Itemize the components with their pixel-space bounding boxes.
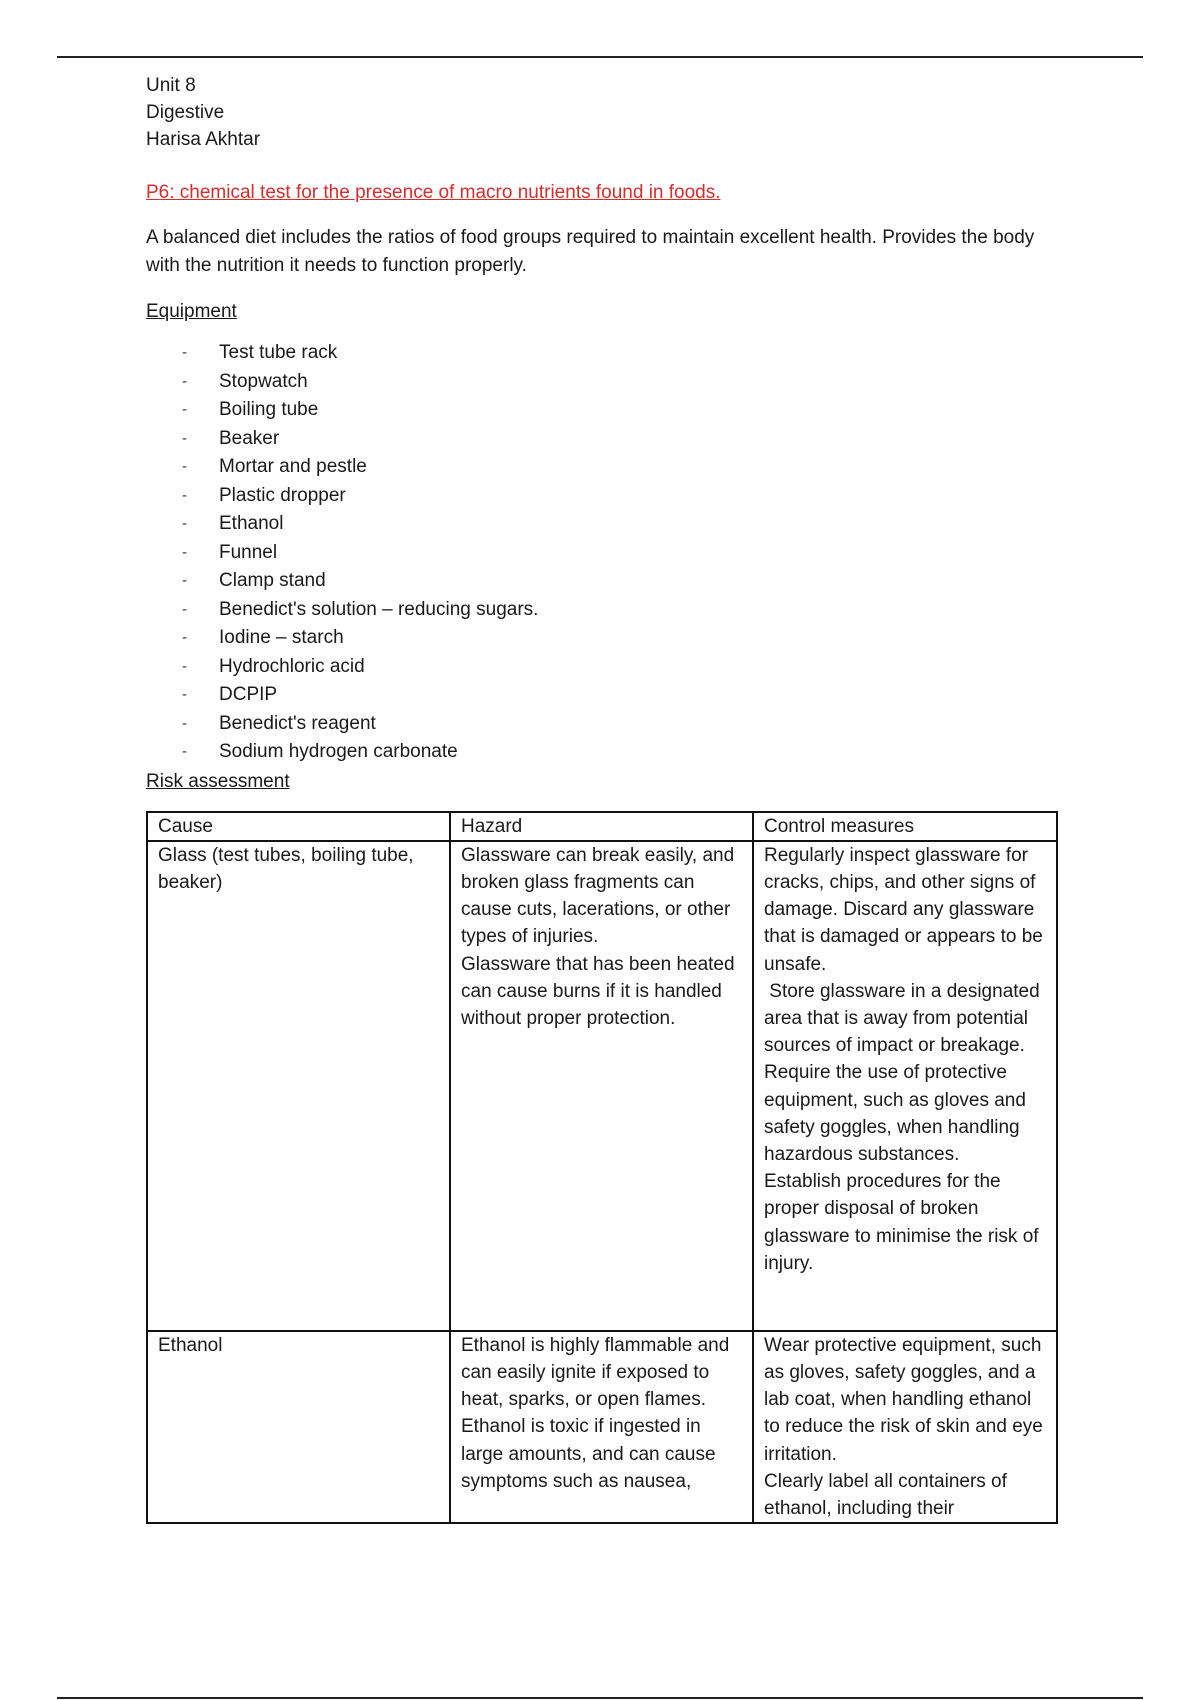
list-item: - Ethanol [146, 510, 1076, 539]
list-item: - Stopwatch [146, 368, 1076, 397]
list-item: - Funnel [146, 539, 1076, 568]
list-item: - Sodium hydrogen carbonate [146, 738, 1076, 767]
control-cell: Regularly inspect glassware for cracks, chips, and other signs of damage. Discard any glassware that is damaged or appears to be unsafe. Store glassware in a designated area that is away from potential sources of impact or breakage. Require the use of protective equipment, such as gloves and safety goggles, when handling hazardous substances. Establish procedures for the proper disposal of broken glassware to minimise the risk of injury. [753, 841, 1057, 1331]
list-item: - Benedict's solution – reducing sugars. [146, 596, 1076, 625]
list-item: - Clamp stand [146, 567, 1076, 596]
bullet-dash: - [182, 372, 187, 390]
column-header-hazard: Hazard [450, 812, 753, 841]
bullet-dash: - [182, 401, 187, 418]
list-item: - Beaker [146, 425, 1076, 454]
table-header-row [147, 812, 1057, 841]
list-item: - Plastic dropper [146, 482, 1076, 511]
topic-label: Digestive [146, 102, 225, 123]
equipment-heading: Equipment [146, 301, 237, 322]
cause-cell: Glass (test tubes, boiling tube, beaker) [147, 841, 450, 1331]
list-item: - Hydrochloric acid [146, 653, 1076, 682]
top-rule [57, 56, 1143, 58]
equipment-list [146, 339, 1076, 767]
bullet-dash: - [182, 600, 187, 618]
bullet-dash: - [182, 344, 187, 361]
list-item: - Benedict's reagent [146, 710, 1076, 739]
intro-paragraph: A balanced diet includes the ratios of food groups required to maintain excellent health. Provides the body with the nutrition it needs to function properly. [146, 227, 1035, 276]
list-item: - Iodine – starch [146, 624, 1076, 653]
risk-assessment-heading: Risk assessment [146, 770, 290, 792]
table-row [147, 841, 1057, 1331]
cause-cell: Ethanol [147, 1331, 450, 1523]
bullet-dash: - [182, 458, 187, 475]
hazard-cell: Ethanol is highly flammable and can easily ignite if exposed to heat, sparks, or open flames. Ethanol is toxic if ingested in large amounts, and can cause symptoms such as nausea, [450, 1331, 753, 1523]
column-header-control: Control measures [753, 812, 1057, 841]
hazard-cell: Glassware can break easily, and broken glass fragments can cause cuts, lacerations, or other types of injuries. Glassware that has been heated can cause burns if it is handled without proper protection. [450, 841, 753, 1331]
table-row [147, 1331, 1057, 1523]
bullet-dash: - [182, 743, 187, 760]
column-header-cause: Cause [147, 812, 450, 841]
bullet-dash: - [182, 486, 187, 504]
bullet-dash: - [182, 429, 187, 447]
control-cell: Wear protective equipment, such as gloves, safety goggles, and a lab coat, when handling ethanol to reduce the risk of skin and eye irritation. Clearly label all containers of ethanol, including their [753, 1331, 1057, 1523]
bullet-dash: - [182, 515, 187, 532]
bottom-rule [57, 1697, 1143, 1699]
list-item: - Test tube rack [146, 339, 1076, 368]
list-item: - DCPIP [146, 681, 1076, 710]
document-body [146, 72, 1076, 1524]
section-title: P6: chemical test for the presence of macro nutrients found in foods. [146, 182, 721, 203]
bullet-dash: - [182, 657, 187, 675]
unit-label: Unit 8 [146, 75, 196, 96]
risk-assessment-table [146, 811, 1058, 1525]
list-item: - Mortar and pestle [146, 453, 1076, 482]
bullet-dash: - [182, 686, 187, 703]
bullet-dash: - [182, 543, 187, 561]
bullet-dash: - [182, 572, 187, 589]
bullet-dash: - [182, 714, 187, 732]
bullet-dash: - [182, 629, 187, 646]
list-item: - Boiling tube [146, 396, 1076, 425]
author-name: Harisa Akhtar [146, 129, 261, 150]
